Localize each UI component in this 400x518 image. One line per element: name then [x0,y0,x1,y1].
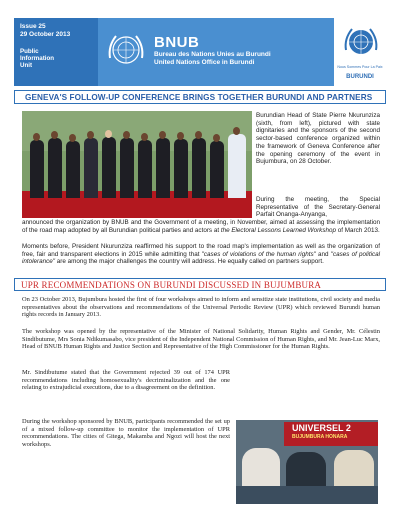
photo-person-head [69,134,76,142]
article1-para1-text: announced the organization by BNUB and the Government of a meeting, in November, aimed at assessing the implementation of the road map adopted by all Burundian political parties and actors at [22,219,380,234]
article1-para2-quote2: "cases of political intolerance" [22,250,381,266]
banner-subtitle: BUJUMBURA HONARA [292,434,348,440]
photo-person-head [195,131,202,139]
photo-person-head [51,131,58,139]
article2-title-bar [14,278,386,291]
burundi-office-logo [334,18,386,86]
photo-person [210,141,224,198]
unit-line-1: Public [20,48,39,55]
dignitaries-photo [22,111,252,218]
brand-name: BNUB [154,34,200,51]
photo-person-head [105,130,112,138]
banner-title: UNIVERSEL 2 [292,423,351,433]
issue-number: Issue 25 [20,23,46,30]
photo-person [174,139,188,198]
photo-person-head [141,133,148,141]
unit-line-3: Unit [20,62,33,70]
photo-person [30,140,44,198]
photo-person [84,138,98,198]
unit-line-2: Information [20,55,55,63]
photo-person [48,138,62,198]
logo-country: BURUNDI [346,74,374,80]
article1-title-bar [14,90,386,104]
photo-person [156,138,170,198]
photo-person-head [33,133,40,141]
article1-para2-text-a: Moments before, President Nkurunziza reaffirmed his support to the road map's implementation as well as the organization of free, fair and transparent elections in 2015 while admitting that [22,243,380,258]
masthead-info-panel [14,18,98,86]
photo-person [102,137,116,198]
article1-para1 [22,219,380,234]
article1-para2-quote1: "cases of violations of the human rights" [201,250,316,258]
logo-tagline: Nous Sommes Pour La Paix [337,65,383,69]
article1-para2-text-c: are among the major challenges the country will address. He equally called on partners support. [56,258,324,266]
brand-name-fr: Bureau des Nations Unies au Burundi [154,51,271,58]
photo-person-head [213,134,220,142]
workshop-photo [236,420,378,504]
photo-person-head [123,131,130,139]
workshop-banner [284,422,378,446]
photo-person [192,138,206,198]
un-emblem-icon [104,28,148,72]
photo-person [120,138,134,198]
photo-caption: Burundian Head of State Pierre Nkurunziza (sixth, from left), pictured with state dignitaries and the sponsors of the second sector-based conference organized within the framework of Geneva Conference after the opening ceremony of the event in Bujumbura, on 28 October. [256,112,380,166]
masthead-brand [154,35,271,66]
article1-title: GENEVA'S FOLLOW-UP CONFERENCE BRINGS TOGETHER BURUNDI AND PARTNERS [25,93,373,102]
photo-person [138,140,152,198]
brand-name-en: United Nations Office in Burundi [154,58,255,66]
photo-person-in-white [228,134,246,198]
article1-para2-text-b: and [318,250,329,258]
photo-person-head [159,131,166,139]
article1-para1-start: During the meeting, the Special Representative of the Secretary-General Parfait Onanga-Anyanga, [256,196,380,219]
photo-person [66,141,80,198]
issue-info [20,23,70,38]
photo-person-head [233,127,240,135]
unit-name [20,48,80,70]
photo-person-head [87,131,94,139]
workshop-table [236,486,378,504]
article2-para1: On 23 October 2013, Bujumbura hosted the first of four workshops aimed to inform and sensitize state institutions, civil society and media representatives about the observations and recommendations of the Universal Periodic Review (UPR) which reviewed Burundi human rights records in January 2013. [22,296,380,319]
article2-para2: The workshop was opened by the representative of the Minister of National Solidarity, Human Rights and Gender, Mr. Célestin Sindibutume, Mrs Sonia Ndikumasabo, vice president of the Independent National Commission of Human Rights, and Mr. Jean-Luc Marx, Head of BNUB Human Rights and Justice Section and Representative of the High Commissioner for the Human Rights. [22,328,380,351]
photo-person-head [177,132,184,140]
un-emblem-blue-icon [342,23,380,61]
article1-para1-workshop: the Electoral Lessons Learned Workshop [220,226,336,234]
article1-para2 [22,243,380,266]
issue-date: 29 October 2013 [20,30,71,38]
article2-para3: Mr. Sindibutume stated that the Government rejected 39 out of 174 UPR recommendations including homosexuality's decriminalization and the one relating to extrajudicial executions, due to a disagreement on the definition. [22,369,230,392]
article1-para1-end: of March 2013. [337,226,380,234]
article2-para4: During the workshop sponsored by BNUB, participants recommended the set up of a mixed follow-up committee to monitor the implementation of UPR recommendations. The cities of Gitega, Makamba and Ngozi will host the next workshops. [22,418,230,448]
article2-title: UPR RECOMMENDATIONS ON BURUNDI DISCUSSED IN BUJUMBURA [21,280,322,290]
masthead [14,18,386,86]
